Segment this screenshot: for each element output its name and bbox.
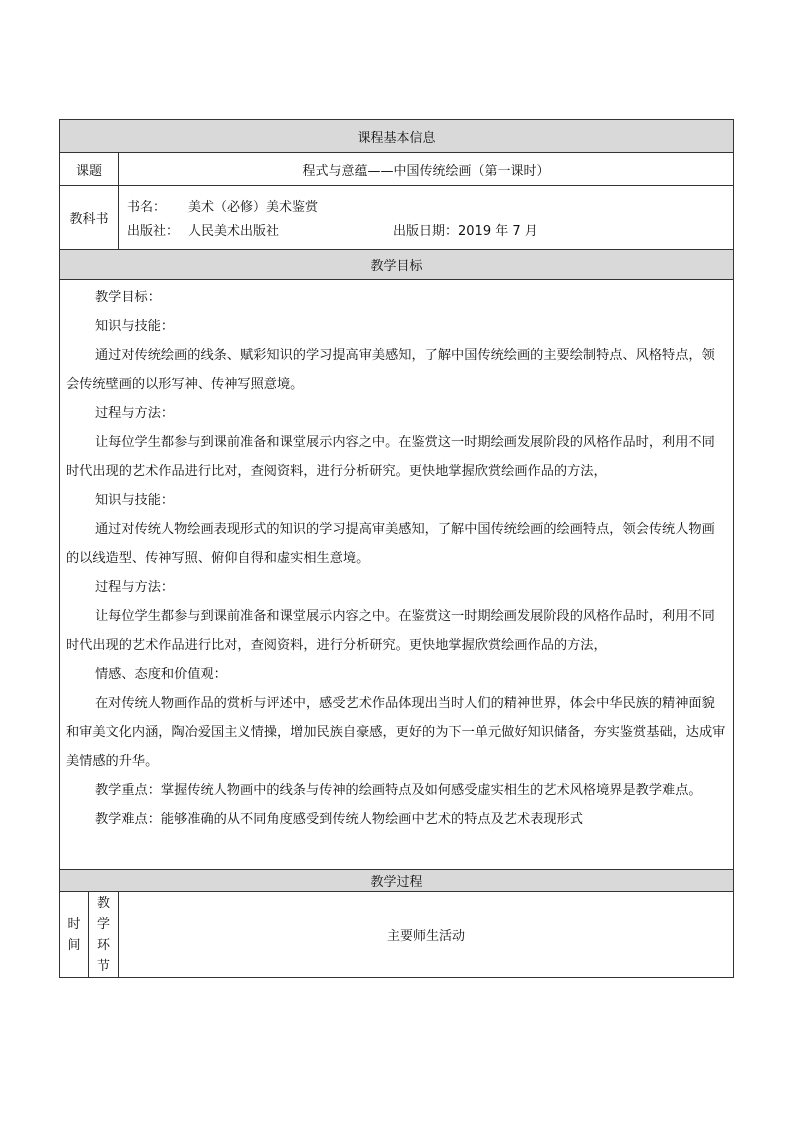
section-header-process	[60, 870, 733, 892]
stage-char-2: 学	[96, 916, 110, 932]
publisher-label: 出版社：	[127, 224, 180, 239]
book-name-line	[127, 194, 733, 218]
topic-row	[60, 153, 733, 186]
book-name-value: 美术（必修）美术鉴赏	[188, 200, 319, 215]
knowledge-skill-heading: 知识与技能：	[95, 319, 175, 334]
knowledge-skill-text: 通过对传统绘画的线条、赋彩知识的学习提高审美感知，了解中国传统绘画的主要绘制特点、风格特点，领会传统壁画的以形写神、传神写照意境。	[66, 348, 715, 392]
stage-column-header	[89, 892, 119, 977]
stage-char-4: 节	[96, 958, 110, 974]
publish-date-value: 2019 年 7 月	[458, 224, 538, 239]
section-header-basic-info	[60, 120, 733, 153]
time-char-1: 时	[67, 916, 81, 932]
publisher-line	[127, 218, 733, 242]
section-header-objectives	[60, 250, 733, 280]
time-char-2: 间	[67, 937, 81, 953]
process-method-heading: 过程与方法：	[95, 406, 175, 421]
knowledge-skill-text-2: 通过对传统人物绘画表现形式的知识的学习提高审美感知，了解中国传统绘画的绘画特点，领会传统人物画的以线造型、传神写照、俯仰自得和虚实相生意境。	[66, 522, 715, 566]
book-name-label: 书名：	[127, 200, 167, 215]
teaching-key-points: 教学重点：掌握传统人物画中的线条与传神的绘画特点及如何感受虚实相生的艺术风格境界是教学难点。	[95, 783, 702, 798]
stage-char-3: 环	[96, 937, 110, 953]
emotion-values-text: 在对传统人物画作品的赏析与评述中，感受艺术作品体现出当时人们的精神世界，体会中华民族的精神面貌和审美文化内涵，陶冶爱国主义情操，增加民族自豪感，更好的为下一单元做好知识储备，夯实鉴赏基础，达成审美情感的升华。	[66, 696, 726, 769]
textbook-row	[60, 186, 733, 250]
emotion-values-heading: 情感、态度和价值观：	[95, 667, 227, 682]
process-method-heading-2: 过程与方法：	[95, 580, 175, 595]
process-method-text-2: 让每位学生都参与到课前准备和课堂展示内容之中。在鉴赏这一时期绘画发展阶段的风格作品时，利用不同时代出现的艺术作品进行比对，查阅资料，进行分析研究。更快地掌握欣赏绘画作品的方法，	[66, 609, 715, 653]
process-method-text: 让每位学生都参与到课前准备和课堂展示内容之中。在鉴赏这一时期绘画发展阶段的风格作品时，利用不同时代出现的艺术作品进行比对，查阅资料，进行分析研究。更快地掌握欣赏绘画作品的方法，	[66, 435, 715, 479]
section-header-objectives-text: 教学目标	[370, 259, 423, 274]
objectives-content	[60, 280, 733, 869]
lesson-plan-table	[59, 119, 734, 978]
time-column-header	[60, 892, 89, 977]
objectives-row	[60, 280, 733, 870]
process-header-row	[60, 892, 733, 977]
section-header-basic-info-text: 课程基本信息	[357, 130, 436, 146]
main-activity-column-header: 主要师生活动	[386, 929, 465, 944]
topic-value: 程式与意蕴——中国传统绘画（第一课时）	[302, 163, 550, 179]
textbook-info	[119, 186, 733, 249]
teaching-difficulties: 教学难点：能够准确的从不同角度感受到传统人物绘画中艺术的特点及艺术表现形式	[95, 812, 583, 827]
objectives-heading: 教学目标：	[95, 290, 161, 305]
publish-date-label: 出版日期：	[393, 224, 459, 239]
section-header-process-text: 教学过程	[370, 875, 423, 890]
publisher-value: 人民美术出版社	[188, 224, 280, 239]
topic-label: 课题	[60, 153, 119, 185]
textbook-label: 教科书	[60, 186, 119, 249]
knowledge-skill-heading-2: 知识与技能：	[95, 493, 175, 508]
stage-char-1: 教	[96, 895, 110, 911]
